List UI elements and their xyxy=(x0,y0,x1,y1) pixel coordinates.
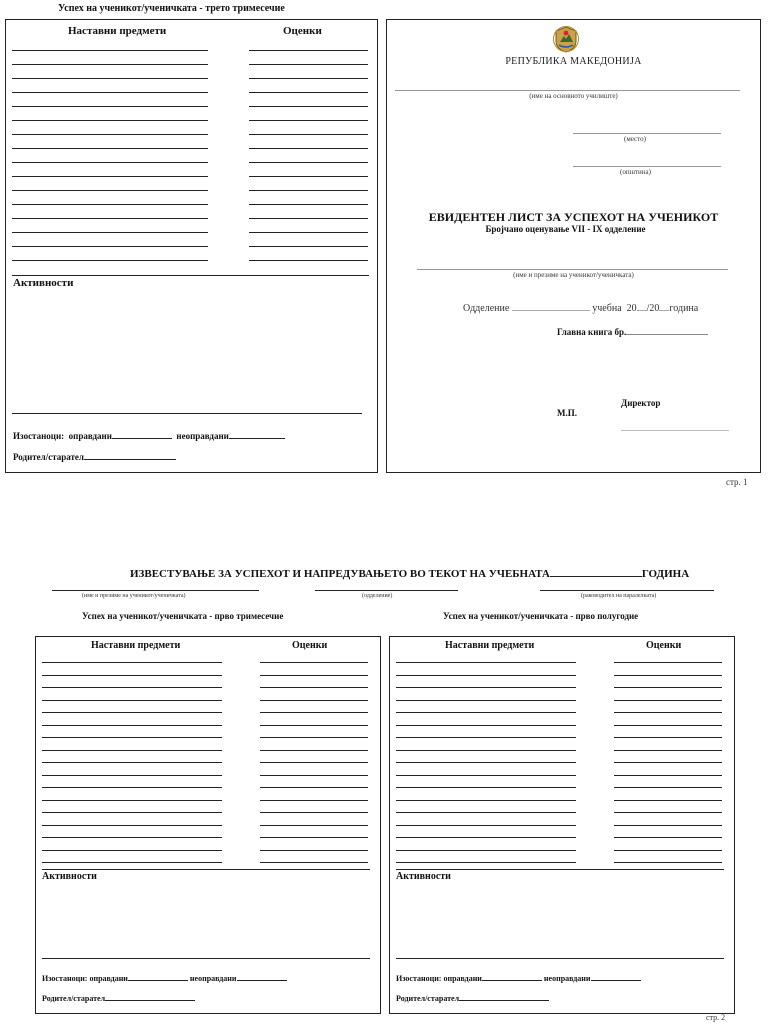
page-number-1: стр. 1 xyxy=(726,477,748,487)
absences-row xyxy=(396,974,641,983)
subject-line[interactable] xyxy=(42,812,222,813)
subject-line[interactable] xyxy=(396,787,576,788)
subject-line[interactable] xyxy=(42,675,222,676)
grade-line[interactable] xyxy=(614,737,722,738)
unjustified-field[interactable] xyxy=(237,980,287,981)
subject-line[interactable] xyxy=(12,232,208,233)
grade-line[interactable] xyxy=(260,825,368,826)
grade-line[interactable] xyxy=(260,700,368,701)
subject-line[interactable] xyxy=(12,64,208,65)
grade-line[interactable] xyxy=(249,260,368,261)
country-name: РЕПУБЛИКА МАКЕДОНИЈА xyxy=(505,56,642,67)
coat-of-arms-icon xyxy=(552,25,580,53)
parent-signature-field[interactable] xyxy=(459,1000,549,1001)
grade-line[interactable] xyxy=(249,204,368,205)
subject-line[interactable] xyxy=(12,92,208,93)
grade-line[interactable] xyxy=(249,120,368,121)
subjects-column-header: Наставни предмети xyxy=(445,640,535,651)
subject-line[interactable] xyxy=(396,687,576,688)
grade-line[interactable] xyxy=(249,190,368,191)
grade-line[interactable] xyxy=(249,176,368,177)
justified-label: оправдани xyxy=(89,974,128,983)
subject-line[interactable] xyxy=(42,825,222,826)
justified-field[interactable] xyxy=(112,438,172,439)
subject-line[interactable] xyxy=(42,787,222,788)
parent-row xyxy=(396,994,549,1003)
first-trimester-panel xyxy=(35,636,381,1014)
subject-line[interactable] xyxy=(396,737,576,738)
subject-line[interactable] xyxy=(396,775,576,776)
grades-column-header: Оценки xyxy=(646,640,682,651)
divider xyxy=(42,869,370,870)
grade-line[interactable] xyxy=(249,106,368,107)
page-number-2: стр. 2 xyxy=(706,1013,726,1022)
grade-line[interactable] xyxy=(260,812,368,813)
student-name-caption: (име и презиме на ученикот/ученичката) xyxy=(513,271,634,279)
school-name-line[interactable] xyxy=(395,90,740,91)
subject-line[interactable] xyxy=(396,762,576,763)
subject-line[interactable] xyxy=(396,675,576,676)
subject-line[interactable] xyxy=(12,106,208,107)
subject-line[interactable] xyxy=(396,862,576,863)
subject-line[interactable] xyxy=(396,712,576,713)
grade-line[interactable] xyxy=(614,800,722,801)
year-end: година xyxy=(669,303,699,314)
activities-line[interactable] xyxy=(42,958,370,959)
third-trimester-panel xyxy=(5,19,378,473)
grade-line[interactable] xyxy=(614,712,722,713)
subject-line[interactable] xyxy=(42,737,222,738)
grade-line[interactable] xyxy=(249,64,368,65)
subject-line[interactable] xyxy=(42,712,222,713)
activities-line[interactable] xyxy=(396,958,724,959)
grade-line[interactable] xyxy=(249,232,368,233)
grade-line[interactable] xyxy=(260,737,368,738)
municipality-line[interactable] xyxy=(573,166,721,167)
student-caption-p2: (име и презиме на ученикот/ученичката) xyxy=(82,593,186,599)
cover-subtitle: Бројчано оценување VII - IX одделение xyxy=(485,224,646,234)
subject-line[interactable] xyxy=(42,800,222,801)
grade-line[interactable] xyxy=(260,837,368,838)
unjustified-label: неоправдани xyxy=(543,974,591,983)
activities-label: Активности xyxy=(42,871,97,882)
subject-line[interactable] xyxy=(42,662,222,663)
grade-line[interactable] xyxy=(260,862,368,863)
subject-line[interactable] xyxy=(396,725,576,726)
subject-line[interactable] xyxy=(42,700,222,701)
subject-line[interactable] xyxy=(42,775,222,776)
subjects-column-header: Наставни предмети xyxy=(91,640,181,651)
subject-line[interactable] xyxy=(42,837,222,838)
grade-line[interactable] xyxy=(614,675,722,676)
subject-line[interactable] xyxy=(42,687,222,688)
grade-line[interactable] xyxy=(260,687,368,688)
subject-line[interactable] xyxy=(42,862,222,863)
subject-line[interactable] xyxy=(12,78,208,79)
subject-line[interactable] xyxy=(396,662,576,663)
grade-line[interactable] xyxy=(260,775,368,776)
parent-row xyxy=(42,994,195,1003)
absences-label: Изостаноци: xyxy=(42,974,88,983)
parent-label: Родител/старател xyxy=(396,994,460,1003)
grade-line[interactable] xyxy=(614,762,722,763)
grade-line[interactable] xyxy=(249,78,368,79)
seal-label: М.П. xyxy=(557,408,577,418)
subject-line[interactable] xyxy=(396,750,576,751)
subject-line[interactable] xyxy=(42,850,222,851)
grade-line[interactable] xyxy=(260,725,368,726)
grade-line[interactable] xyxy=(614,700,722,701)
school-year-label: учебна xyxy=(592,303,622,314)
cover-title: ЕВИДЕНТЕН ЛИСТ ЗА УСПЕХОТ НА УЧЕНИКОТ xyxy=(428,210,719,224)
activities-label: Активности xyxy=(13,277,74,289)
subject-line[interactable] xyxy=(12,260,208,261)
student-name-line[interactable] xyxy=(417,269,728,270)
class-caption-p2: (одделение) xyxy=(362,593,393,599)
page2-title-end: ГОДИНА xyxy=(641,568,690,580)
teacher-line-p2[interactable] xyxy=(540,590,714,591)
grade-line[interactable] xyxy=(614,750,722,751)
subject-line[interactable] xyxy=(12,120,208,121)
cover-panel xyxy=(386,19,761,473)
grade-line[interactable] xyxy=(614,850,722,851)
first-half-year-heading: Успех на ученикот/ученичката - прво полугодие xyxy=(443,611,639,621)
grade-line[interactable] xyxy=(260,750,368,751)
subject-line[interactable] xyxy=(42,762,222,763)
justified-label: оправдани xyxy=(68,431,112,441)
unjustified-label: неоправдани xyxy=(176,431,229,441)
unjustified-label: неоправдани xyxy=(189,974,237,983)
grade-line[interactable] xyxy=(260,675,368,676)
grade-line[interactable] xyxy=(249,148,368,149)
year-start: 20 xyxy=(626,303,637,314)
absences-label: Изостаноци: xyxy=(13,431,65,441)
year-mid: /20 xyxy=(646,303,660,314)
subject-line[interactable] xyxy=(12,190,208,191)
grade-line[interactable] xyxy=(614,825,722,826)
grade-line[interactable] xyxy=(249,218,368,219)
unjustified-field[interactable] xyxy=(591,980,641,981)
grade-line[interactable] xyxy=(249,134,368,135)
absences-row xyxy=(13,431,285,441)
subject-line[interactable] xyxy=(12,218,208,219)
grade-line[interactable] xyxy=(260,662,368,663)
year-start-field[interactable] xyxy=(637,310,647,311)
class-line-p2[interactable] xyxy=(315,590,458,591)
justified-field[interactable] xyxy=(482,980,542,981)
subject-line[interactable] xyxy=(396,800,576,801)
main-book-field[interactable] xyxy=(626,334,708,335)
grade-line[interactable] xyxy=(249,50,368,51)
subject-line[interactable] xyxy=(12,50,208,51)
grade-line[interactable] xyxy=(260,800,368,801)
school-name-caption: (име на основното училиште) xyxy=(529,92,618,100)
subject-line[interactable] xyxy=(396,700,576,701)
subject-line[interactable] xyxy=(396,850,576,851)
grades-column-header: Оценки xyxy=(292,640,328,651)
main-book-label: Главна книга бр. xyxy=(557,327,627,337)
year-end-field[interactable] xyxy=(659,310,669,311)
subject-line[interactable] xyxy=(12,176,208,177)
subject-line[interactable] xyxy=(12,246,208,247)
activities-line[interactable] xyxy=(12,413,362,414)
divider xyxy=(12,275,369,276)
grade-line[interactable] xyxy=(614,862,722,863)
unjustified-field[interactable] xyxy=(229,438,285,439)
grade-line[interactable] xyxy=(249,246,368,247)
activities-label: Активности xyxy=(396,871,451,882)
subject-line[interactable] xyxy=(42,750,222,751)
director-signature-line[interactable] xyxy=(621,430,729,431)
divider xyxy=(396,869,724,870)
subject-line[interactable] xyxy=(42,725,222,726)
subject-line[interactable] xyxy=(12,134,208,135)
school-year-field[interactable] xyxy=(550,576,642,577)
place-line[interactable] xyxy=(573,133,721,134)
page1-top-heading: Успех на ученикот/ученичката - трето тримесечие xyxy=(58,3,285,14)
class-year-row xyxy=(463,303,698,314)
grade-line[interactable] xyxy=(260,762,368,763)
class-field[interactable] xyxy=(512,310,590,311)
municipality-caption: (општина) xyxy=(620,168,651,176)
class-label: Одделение xyxy=(463,303,510,314)
first-half-year-panel xyxy=(389,636,735,1014)
absences-row xyxy=(42,974,287,983)
teacher-caption-p2: (раководител на паралелката) xyxy=(581,593,657,599)
director-label: Директор xyxy=(621,398,661,408)
grade-line[interactable] xyxy=(614,787,722,788)
grade-line[interactable] xyxy=(614,812,722,813)
subject-line[interactable] xyxy=(396,837,576,838)
grade-line[interactable] xyxy=(614,837,722,838)
justified-label: оправдани xyxy=(443,974,482,983)
parent-label: Родител/старател xyxy=(13,452,84,462)
parent-label: Родител/старател xyxy=(42,994,106,1003)
grade-line[interactable] xyxy=(614,662,722,663)
first-trimester-heading: Успех на ученикот/ученичката - прво тримесечие xyxy=(82,611,284,621)
place-caption: (место) xyxy=(624,135,646,143)
subject-line[interactable] xyxy=(396,825,576,826)
grade-line[interactable] xyxy=(260,712,368,713)
parent-row xyxy=(13,452,176,462)
student-name-line-p2[interactable] xyxy=(52,590,259,591)
main-book-row xyxy=(557,327,708,337)
subject-line[interactable] xyxy=(12,204,208,205)
grade-line[interactable] xyxy=(614,687,722,688)
subjects-column-header: Наставни предмети xyxy=(68,25,167,37)
grade-line[interactable] xyxy=(249,92,368,93)
grade-line[interactable] xyxy=(249,162,368,163)
grade-line[interactable] xyxy=(260,850,368,851)
absences-label: Изостаноци: xyxy=(396,974,442,983)
grade-line[interactable] xyxy=(614,775,722,776)
grade-line[interactable] xyxy=(260,787,368,788)
parent-signature-field[interactable] xyxy=(84,459,176,460)
parent-signature-field[interactable] xyxy=(105,1000,195,1001)
subject-line[interactable] xyxy=(12,162,208,163)
justified-field[interactable] xyxy=(128,980,188,981)
subject-line[interactable] xyxy=(396,812,576,813)
grades-column-header: Оценки xyxy=(283,25,322,37)
subject-line[interactable] xyxy=(12,148,208,149)
grade-line[interactable] xyxy=(614,725,722,726)
page2-title-row xyxy=(130,568,689,580)
page2-title: ИЗВЕСТУВАЊЕ ЗА УСПЕХОТ И НАПРЕДУВАЊЕТО ВО ТЕКОТ НА УЧЕБНАТА xyxy=(130,568,550,580)
